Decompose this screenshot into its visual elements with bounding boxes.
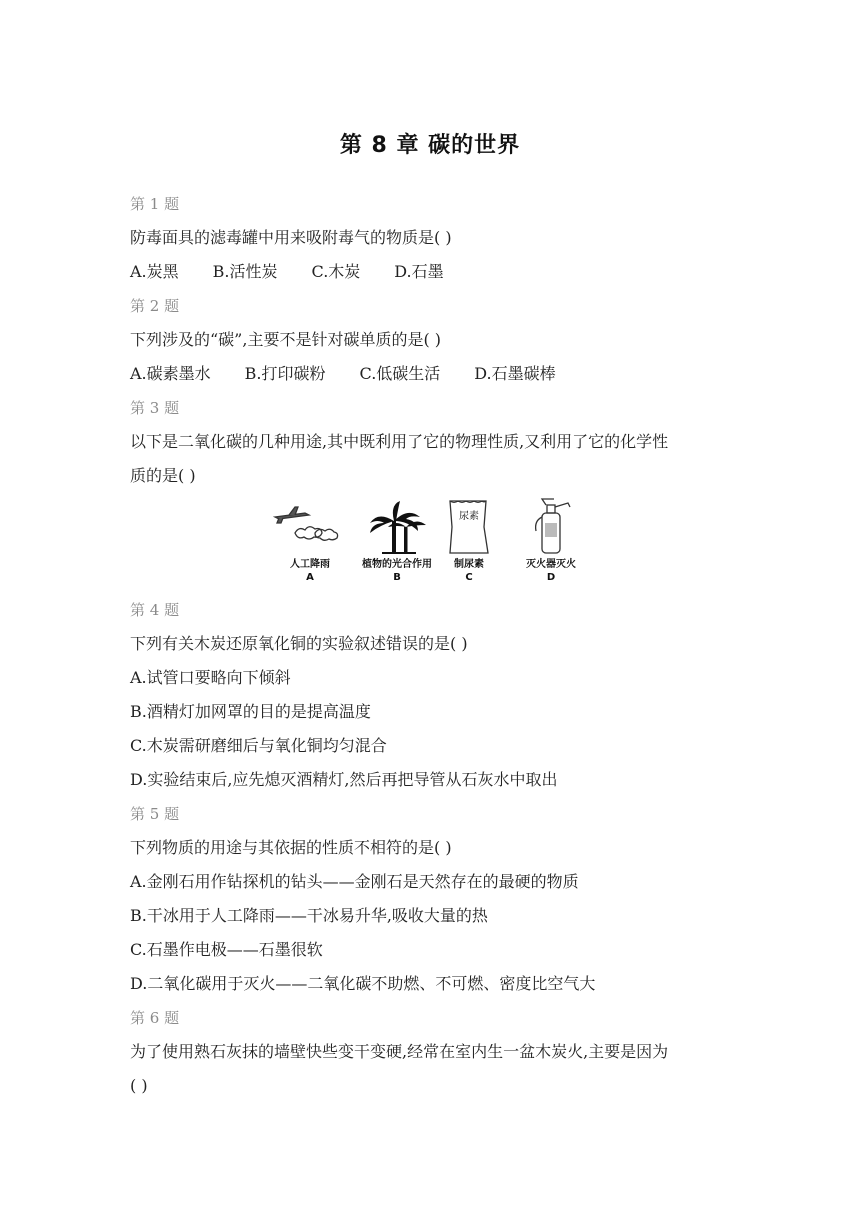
option-b: B.酒精灯加网罩的目的是提高温度 <box>130 702 371 721</box>
question-number: 第 1 题 <box>130 195 180 213</box>
page-title: 第 8 章 碳的世界 <box>339 133 521 158</box>
question-stem: 下列涉及的“碳”,主要不是针对碳单质的是( ) <box>130 330 442 349</box>
question-list <box>130 187 730 1103</box>
question-stem-line-1: 以下是二氧化碳的几种用途,其中既利用了它的物理性质,又利用了它的化学性 <box>130 432 669 451</box>
co2-uses-figure <box>130 497 730 593</box>
option-b: B.打印碳粉 <box>244 364 326 383</box>
option-d: D.石墨碳棒 <box>474 364 556 383</box>
question-stem-line-2: ( ) <box>130 1076 148 1095</box>
urea-bag-icon <box>424 497 514 557</box>
question-number: 第 6 题 <box>130 1009 180 1027</box>
question-number: 第 4 题 <box>130 601 180 619</box>
question-stem: 防毒面具的滤毒罐中用来吸附毒气的物质是( ) <box>130 228 452 247</box>
option-d: D.二氧化碳用于灭火——二氧化碳不助燃、不可燃、密度比空气大 <box>130 974 596 993</box>
fire-extinguisher-icon <box>506 497 596 557</box>
option-a: A.碳素墨水 <box>130 364 211 383</box>
option-c: C.低碳生活 <box>359 364 441 383</box>
figure-item-d <box>506 497 596 589</box>
question-stem: 下列物质的用途与其依据的性质不相符的是( ) <box>130 838 452 857</box>
option-a: A.炭黑 <box>130 262 179 281</box>
question-number: 第 2 题 <box>130 297 180 315</box>
question-options <box>130 357 730 391</box>
question-stem-line-2: 质的是( ) <box>130 466 196 485</box>
option-c: C.木炭需研磨细后与氧化铜均匀混合 <box>130 736 387 755</box>
option-c: C.木炭 <box>311 262 361 281</box>
option-d: D.实验结束后,应先熄灭酒精灯,然后再把导管从石灰水中取出 <box>130 770 558 789</box>
figure-caption: 灭火器灭火 <box>526 559 576 570</box>
option-d: D.石墨 <box>394 262 444 281</box>
bag-label: 尿素 <box>459 511 479 522</box>
option-b: B.干冰用于人工降雨——干冰易升华,吸收大量的热 <box>130 906 488 925</box>
figure-letter: D <box>546 572 556 583</box>
question-stem: 下列有关木炭还原氧化铜的实验叙述错误的是( ) <box>130 634 468 653</box>
figure-caption: 植物的光合作用 <box>362 559 432 570</box>
figure-letter: C <box>465 572 473 583</box>
figure-letter: B <box>393 572 401 583</box>
figure-caption: 人工降雨 <box>290 559 330 570</box>
figure-item-a <box>265 497 355 589</box>
option-a: A.金刚石用作钻探机的钻头——金刚石是天然存在的最硬的物质 <box>130 872 579 891</box>
figure-caption: 制尿素 <box>454 559 484 570</box>
figure-letter: A <box>306 572 314 583</box>
option-a: A.试管口要略向下倾斜 <box>130 668 291 687</box>
question-options <box>130 255 730 289</box>
question-number: 第 5 题 <box>130 805 180 823</box>
option-b: B.活性炭 <box>212 262 278 281</box>
question-number: 第 3 题 <box>130 399 180 417</box>
question-stem-line-1: 为了使用熟石灰抹的墙壁快些变干变硬,经常在室内生一盆木炭火,主要是因为 <box>130 1042 669 1061</box>
option-c: C.石墨作电极——石墨很软 <box>130 940 323 959</box>
plane-clouds-icon <box>265 497 355 557</box>
figure-item-c <box>424 497 514 589</box>
